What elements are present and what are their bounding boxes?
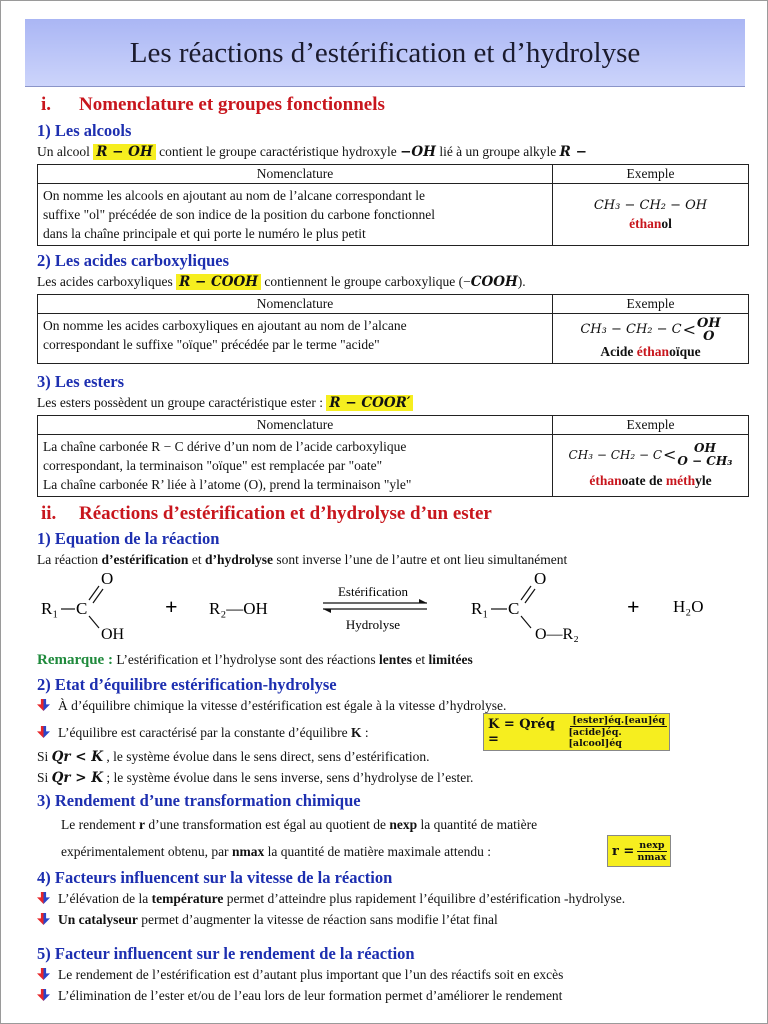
ester-formula	[553, 442, 748, 468]
equilibre-item-2	[37, 725, 369, 741]
title-banner	[25, 19, 745, 87]
reverse-arrow-head	[323, 609, 331, 613]
bullet-arrow-icon	[37, 726, 50, 738]
acid-suffix: oïque	[669, 343, 701, 359]
ester-double-bond-1	[521, 586, 531, 600]
ethanol-suffix: ol	[661, 215, 672, 231]
hydroxyle-group: −OH	[400, 144, 436, 160]
plus-sign-1: +	[165, 594, 178, 619]
alcools-text-b: contient le groupe caractéristique hydroxyle	[159, 144, 397, 159]
bullet-arrow-icon	[37, 913, 50, 925]
acid-name	[553, 343, 748, 361]
acides-nom-line: correspondant le suffixe "oïque" précédée par le terme "acide"	[43, 337, 380, 352]
alcools-col-exemple: Exemple	[553, 165, 749, 184]
esters-example-cell	[553, 435, 749, 497]
esters-nom-line: La chaîne carbonée R − C dérive d’un nom de l’acide carboxylique	[43, 439, 407, 454]
n-exp: nexp	[389, 817, 418, 832]
arrow-label-esterification: Estérification	[337, 584, 409, 599]
propanoic-formula	[553, 317, 748, 343]
acid-double-bond-2	[93, 589, 103, 603]
eq-text-c: sont inverse l’une de l’autre et ont lieu simultanément	[272, 552, 568, 567]
ester-c: C	[508, 599, 520, 618]
eq-bold-esterification: d’estérification	[101, 552, 189, 567]
remarque-bold-lentes: lentes	[379, 652, 413, 667]
facteur-rendement-item-2	[37, 988, 562, 1004]
plus-sign-2: +	[627, 594, 640, 619]
remarque-label: Remarque :	[37, 652, 113, 668]
carboxyl-group: COOH	[470, 274, 518, 290]
equation-heading: 1) Equation de la réaction	[37, 529, 220, 548]
k-symbol: K	[351, 725, 362, 740]
si-1-condition: Qr < K	[51, 749, 103, 765]
si-2-text: ; le système évolue dans le sens inverse, sens d’hydrolyse de l’ester.	[102, 770, 474, 785]
rendement-text-c: la quantité de matière	[417, 817, 538, 832]
acides-col-exemple: Exemple	[553, 295, 749, 314]
r-formula-box	[607, 835, 671, 867]
equilibre-heading: 2) Etat d’équilibre estérification-hydrolyse	[37, 675, 337, 694]
remarque-text-b: et	[412, 652, 429, 667]
acides-example-cell	[553, 314, 749, 364]
ester-or2: O—R₂	[535, 626, 579, 643]
ester-stem-2: méth	[665, 472, 696, 488]
rendement-text-a: Le rendement	[61, 817, 139, 832]
reaction-equation	[1, 566, 768, 648]
vitesse-item-1-c: permet d’atteindre plus rapidement l’équilibre d’estérification -hydrolyse.	[223, 891, 626, 906]
vitesse-item-2	[37, 912, 498, 928]
facteur-rendement-heading: 5) Facteur influencent sur le rendement de la réaction	[37, 944, 415, 963]
equilibre-item-2-text: L’équilibre est caractérisé par la constante d’équilibre	[58, 725, 351, 740]
acid-stem: éthan	[636, 343, 670, 359]
vitesse-item-1-a: L’élévation de la	[58, 891, 152, 906]
bullet-arrow-icon	[37, 892, 50, 904]
esters-col-exemple: Exemple	[553, 416, 749, 435]
alcools-nom-line: suffixe "ol" précédée de son indice de la position du carbone fonctionnel	[43, 207, 436, 222]
bullet-arrow-icon	[37, 968, 50, 980]
acides-heading: 2) Les acides carboxyliques	[37, 251, 230, 270]
acid-chain: CH₃ − CH₂ − C	[580, 321, 682, 337]
bond-glyph: <	[682, 319, 697, 339]
alcools-nomenclature-cell	[38, 184, 553, 246]
esters-description	[37, 395, 413, 411]
alkyl-group: R −	[559, 144, 587, 160]
alcools-table	[37, 164, 749, 246]
alcools-text-a: Un alcool	[37, 144, 90, 159]
esters-nom-line: correspondant, la terminaison "oïque" est remplacée par "oate"	[43, 458, 383, 473]
section-2-number: ii.	[41, 503, 57, 524]
ethanol-formula: CH₃ − CH₂ − OH	[593, 197, 708, 213]
r-formula-lhs: r =	[612, 843, 635, 859]
section-1-heading	[41, 94, 385, 116]
ester-r1: R₁	[471, 599, 489, 618]
rendement-line-2	[61, 844, 491, 860]
acides-nom-line: On nomme les acides carboxyliques en ajoutant au nom de l’alcane	[43, 318, 407, 333]
acid-o: O	[101, 569, 114, 588]
esters-text-a: Les esters possèdent un groupe caractéristique ester :	[37, 395, 324, 410]
esters-nom-line: La chaîne carbonée R’ liée à l’atome (O), prend la terminaison "yle"	[43, 477, 412, 492]
esters-table	[37, 415, 749, 497]
equilibre-item-1	[37, 698, 506, 714]
acid-oh: OH	[697, 315, 721, 331]
equilibre-item-2-colon: :	[361, 725, 369, 740]
ester-o: O − CH₃	[677, 453, 733, 468]
acid-single-bond	[89, 616, 99, 628]
r-denominator: nmax	[637, 851, 667, 863]
facteur-rendement-item-2-text: L’élimination de l’ester et/ou de l’eau lors de leur formation permet d’améliorer le rendement	[58, 988, 563, 1003]
acid-c: C	[76, 599, 88, 618]
k-numerator: [ester]éq.[eau]éq	[572, 715, 666, 726]
acides-text-b: contiennent le groupe carboxylique (−	[264, 274, 471, 289]
rendement-line-1	[61, 817, 537, 833]
eq-text-b: et	[188, 552, 205, 567]
ester-double-bond-2	[525, 589, 535, 603]
acides-table	[37, 294, 749, 364]
ester-name-mid: oate de	[621, 472, 666, 488]
rendement-text-b: d’une transformation est égal au quotient de	[144, 817, 390, 832]
k-fraction	[568, 715, 669, 749]
vitesse-heading: 4) Facteurs influencent sur la vitesse de la réaction	[37, 868, 393, 887]
acid-o: O	[703, 328, 715, 344]
ester-branches	[677, 442, 732, 468]
section-1-number: i.	[41, 94, 52, 115]
rendement-text-d: expérimentalement obtenu, par	[61, 844, 232, 859]
eq-bold-hydrolyse: d’hydrolyse	[204, 552, 273, 567]
equilibre-item-1-text: À d’équilibre chimique la vitesse d’estérification est égale à la vitesse d’hydrolyse.	[58, 698, 507, 713]
acides-nomenclature-cell	[38, 314, 553, 364]
eq-text-a: La réaction	[37, 552, 102, 567]
forward-arrow-head	[419, 599, 427, 603]
section-1-title: Nomenclature et groupes fonctionnels	[79, 94, 385, 115]
k-denominator: [acide]éq.[alcool]éq	[568, 727, 622, 749]
acides-col-nomenclature: Nomenclature	[38, 295, 553, 314]
si-2-condition: Qr > K	[51, 770, 103, 786]
si-line-1	[37, 749, 430, 765]
section-2-heading	[41, 503, 492, 525]
vitesse-item-2-c: permet d’augmenter la vitesse de réaction sans modifie l’état final	[137, 912, 498, 927]
esters-nomenclature-cell	[38, 435, 553, 497]
si-1-prefix: Si	[37, 749, 52, 764]
acides-description	[37, 274, 526, 290]
acides-text-c: ).	[517, 274, 526, 289]
alcools-text-c: lié à un groupe alkyle	[439, 144, 557, 159]
alcools-example-cell	[553, 184, 749, 246]
remarque-line	[37, 652, 473, 669]
facteur-rendement-item-1-text: Le rendement de l’estérification est d’autant plus important que l’un des réactifs soit en excès	[58, 967, 564, 982]
rendement-text-e: la quantité de matière maximale attendu :	[264, 844, 491, 859]
acide-formula-highlight: R − COOH	[176, 274, 261, 290]
ester-formula-highlight: R − COOR′	[326, 395, 413, 411]
facteur-rendement-item-1	[37, 967, 563, 983]
esters-col-nomenclature: Nomenclature	[38, 416, 553, 435]
acid-name-prefix: Acide	[600, 343, 637, 359]
acid-double-bond-1	[89, 586, 99, 600]
remarque-bold-limitees: limitées	[428, 652, 473, 667]
si-2-prefix: Si	[37, 770, 52, 785]
acid-r1: R₁	[41, 599, 59, 618]
alcools-heading: 1) Les alcools	[37, 121, 132, 140]
esters-heading: 3) Les esters	[37, 372, 125, 391]
alcools-nom-line: On nomme les alcools en ajoutant au nom de l’alcane correspondant le	[43, 188, 425, 203]
water: H₂O	[673, 597, 704, 616]
k-formula-lhs: K = Qréq =	[488, 717, 555, 747]
alcools-nom-line: dans la chaîne principale et qui porte le numéro le plus petit	[43, 226, 366, 241]
arrow-label-hydrolyse: Hydrolyse	[345, 617, 401, 632]
page-title: Les réactions d’estérification et d’hydrolyse	[129, 37, 641, 69]
bond-glyph: <	[663, 444, 677, 464]
ethanol-stem: éthan	[629, 215, 662, 231]
acid-branches	[697, 317, 721, 343]
ester-chain: CH₃ − CH₂ − C	[568, 447, 663, 462]
alcools-col-nomenclature: Nomenclature	[38, 165, 553, 184]
k-formula-box	[483, 713, 670, 751]
alcool-formula-highlight: R − OH	[93, 144, 155, 160]
section-2-title: Réactions d’estérification et d’hydrolyse d’un ester	[79, 503, 492, 524]
ester-o: O	[534, 569, 547, 588]
r-fraction	[637, 840, 666, 863]
si-line-2	[37, 770, 473, 786]
acid-oh: OH	[101, 626, 125, 643]
vitesse-bold-catalyseur: Un catalyseur	[58, 912, 138, 927]
bullet-arrow-icon	[37, 699, 50, 711]
r-numerator: nexp	[639, 839, 665, 851]
vitesse-item-1	[37, 891, 625, 907]
n-max: nmax	[231, 844, 265, 859]
acides-text-a: Les acides carboxyliques	[37, 274, 173, 289]
ester-name-end: yle	[695, 472, 712, 488]
remarque-text-a: L’estérification et l’hydrolyse sont des réactions	[112, 652, 380, 667]
ester-stem-1: éthan	[589, 472, 622, 488]
vitesse-bold-temperature: température	[151, 891, 224, 906]
ester-single-bond	[521, 616, 531, 628]
rendement-heading: 3) Rendement d’une transformation chimique	[37, 791, 361, 810]
alcools-description	[37, 144, 587, 160]
si-1-text: , le système évolue dans le sens direct, sens d’estérification.	[102, 749, 430, 764]
bullet-arrow-icon	[37, 989, 50, 1001]
rendement-r: r	[138, 817, 145, 832]
ester-name	[553, 472, 748, 490]
alcohol-r2oh: R₂—OH	[209, 599, 268, 618]
ester-oh: OH	[694, 440, 716, 455]
ethanol-name	[553, 215, 748, 233]
